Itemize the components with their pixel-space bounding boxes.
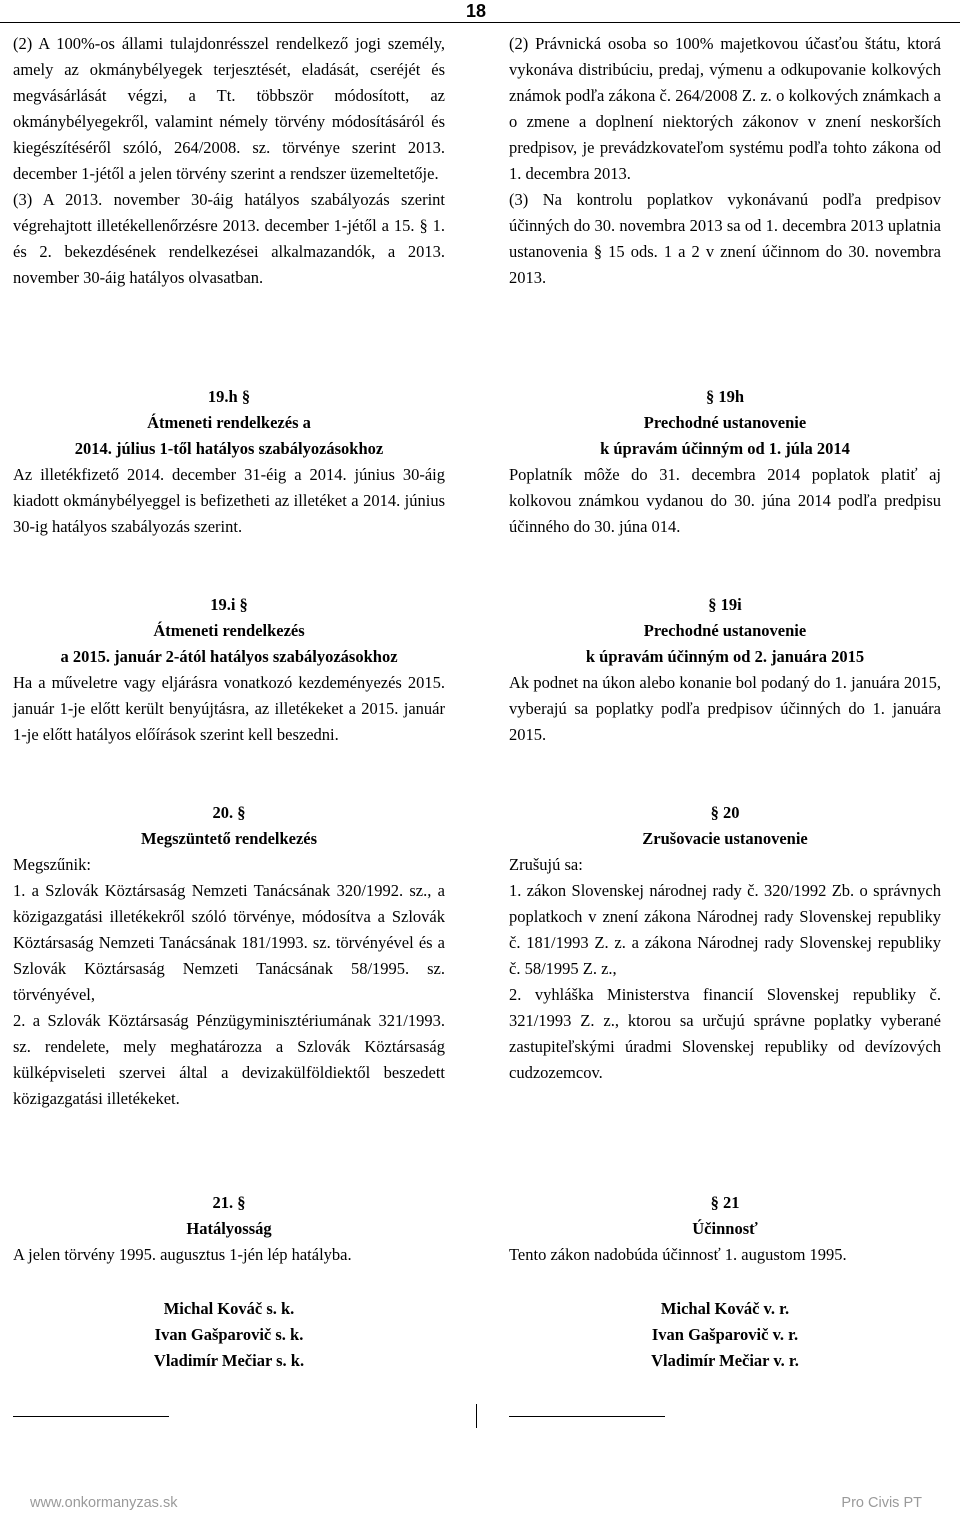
sk-paragraph-2: (2) Právnická osoba so 100% majetkovou účasťou štátu, ktorá vykonáva distribúciu, predaj, výmenu a odkupovanie kolkových známok podľa zákona č. 264/2008 Z. z. o kolkových známkach a o zmene a doplnení niektorých zákonov v znení neskorších predpisov, je prevádzkovateľom systému podľa tohto zákona od 1. decembra 2013. [509,34,941,183]
hu-footnote-separator [13,1416,445,1417]
sk-19h-number: § 19h [705,387,745,406]
hu-section-19i [13,592,445,748]
sk-section-20 [509,800,941,1086]
sk-19i-body: Ak podnet na úkon alebo konanie bol podaný do 1. januára 2015, vyberajú sa poplatky podľa predpisov účinných do 1. januára 2015. [509,673,941,744]
hu-signature-meciar: Vladimír Mečiar s. k. [153,1351,305,1370]
hu-section-transitional-2013 [13,31,445,291]
sk-19h-subtitle: k úpravám účinným od 1. júla 2014 [600,439,850,458]
hu-21-title: Hatályosság [186,1219,272,1238]
sk-19h-title: Prechodné ustanovenie [643,413,807,432]
sk-paragraph-3: (3) Na kontrolu poplatkov vykonávanú podľa predpisov účinných do 30. novembra 2013 sa od 1. decembra 2013 uplatnia ustanovenia § 15 ods. 1 a 2 v znení účinnom do 30. novembra 2013. [509,190,941,287]
hu-signature-gasparovic: Ivan Gašparovič s. k. [154,1325,304,1344]
sk-21-number: § 21 [710,1193,740,1212]
sk-20-lead: Zrušujú sa: [509,855,583,874]
hu-20-number: 20. § [212,803,246,822]
hu-19h-title: Átmeneti rendelkezés a [147,413,311,432]
sk-signature-kovac: Michal Kováč v. r. [660,1299,790,1318]
hu-20-item-1: 1. a Szlovák Köztársaság Nemzeti Tanácsának 320/1992. sz., a közigazgatási illetékekről szóló törvénye, módosítva a Szlovák Köztársaság Nemzeti Tanácsának 181/1993. sz. törvényével és a Szlovák Köztársaság Nemzeti Tanácsának 58/1995. sz. törvényével, [13,881,445,1004]
sk-19h-body: Poplatník môže do 31. decembra 2014 poplatok platiť aj kolkovou známkou vydanou do 30. júna 2014 podľa predpisu účinného do 30. júna 014. [509,465,941,536]
page-number: 18 [465,1,487,21]
hu-footnote-line [13,1416,169,1417]
hu-20-title: Megszüntető rendelkezés [140,829,318,848]
hu-paragraph-3: (3) A 2013. november 30-áig hatályos szabályozás szerint végrehajtott illetékellenőrzésre 2013. december 1-jétől a 15. § 1. és 2. bekezdésének rendelkezései alkalmazandók, a 2013. november 30-áig hatályos olvasatban. [13,190,445,287]
sk-20-item-2: 2. vyhláška Ministerstva financií Slovenskej republiky č. 321/1993 Z. z., ktorou sa určujú správne poplatky vyberané zastupiteľskými úradmi Slovenskej republiky od devízových cudzozemcov. [509,985,941,1082]
hu-21-body: A jelen törvény 1995. augusztus 1-jén lép hatályba. [13,1245,352,1264]
hu-20-item-2: 2. a Szlovák Köztársaság Pénzügyminisztériumának 321/1993. sz. rendelete, mely meghatározza a Szlovák Köztársaság külképviseleti szervei által a devizakülföldiektől beszedett közigazgatási illetékeket. [13,1011,445,1108]
hu-section-20 [13,800,445,1112]
sk-21-title: Účinnosť [692,1219,758,1238]
sk-footnote-line [509,1416,665,1417]
hu-21-number: 21. § [212,1193,246,1212]
footer-website-link[interactable]: www.onkormanyzas.sk [30,1495,178,1511]
hu-section-21 [13,1190,445,1268]
sk-section-transitional-2013 [509,31,941,291]
hu-section-19h [13,384,445,540]
hu-paragraph-2: (2) A 100%-os állami tulajdonrésszel rendelkező jogi személy, amely az okmánybélyegek terjesztését, eladását, cseréjét és megvásárlását végzi, a Tt. többször módosított, az okmánybélyegekről, valamint némely törvény módosításáról és kiegészítéséről szóló, 264/2008. sz. törvénye szerint 2013. december 1-jétől a jelen törvény szerint a rendszer üzemeltetője. [13,34,445,183]
hu-19h-number: 19.h § [207,387,251,406]
hu-19i-subtitle: a 2015. január 2-ától hatályos szabályozásokhoz [60,647,398,666]
sk-section-19i [509,592,941,748]
sk-20-number: § 20 [710,803,740,822]
column-divider [476,1404,477,1428]
header-rule [0,22,960,23]
hu-20-lead: Megszűnik: [13,855,91,874]
hu-19h-subtitle: 2014. július 1-től hatályos szabályozásokhoz [74,439,384,458]
sk-section-21 [509,1190,941,1268]
sk-19i-title: Prechodné ustanovenie [643,621,807,640]
hu-signatures [13,1296,445,1374]
sk-footnote-separator [509,1416,941,1417]
hu-19i-title: Átmeneti rendelkezés [153,621,305,640]
sk-19i-number: § 19i [708,595,742,614]
footer-publisher: Pro Civis PT [841,1495,922,1511]
hu-19h-body: Az illetékfizető 2014. december 31-éig a 2014. június 30-áig kiadott okmánybélyeggel is befizetheti az illetéket a 2014. június 30-ig hatályos szabályozás szerint. [13,465,445,536]
sk-20-title: Zrušovacie ustanovenie [642,829,808,848]
sk-20-item-1: 1. zákon Slovenskej národnej rady č. 320/1992 Zb. o správnych poplatkoch v znení zákona Národnej rady Slovenskej republiky č. 181/1993 Z. z. a zákona Národnej rady Slovenskej republiky č. 58/1995 Z. z., [509,881,941,978]
sk-19i-subtitle: k úpravám účinným od 2. januára 2015 [585,647,865,666]
sk-21-body: Tento zákon nadobúda účinnosť 1. augustom 1995. [509,1245,847,1264]
hu-19i-number: 19.i § [210,595,248,614]
sk-signatures [509,1296,941,1374]
sk-section-19h [509,384,941,540]
hu-19i-body: Ha a műveletre vagy eljárásra vonatkozó kezdeményezés 2015. január 1-je előtt került benyújtásra, az illetékeket a 2015. január 1-je előtt hatályos előírások szerint kell beszedni. [13,673,445,744]
sk-signature-meciar: Vladimír Mečiar v. r. [651,1351,799,1370]
sk-signature-gasparovic: Ivan Gašparovič v. r. [651,1325,799,1344]
hu-signature-kovac: Michal Kováč s. k. [163,1299,295,1318]
